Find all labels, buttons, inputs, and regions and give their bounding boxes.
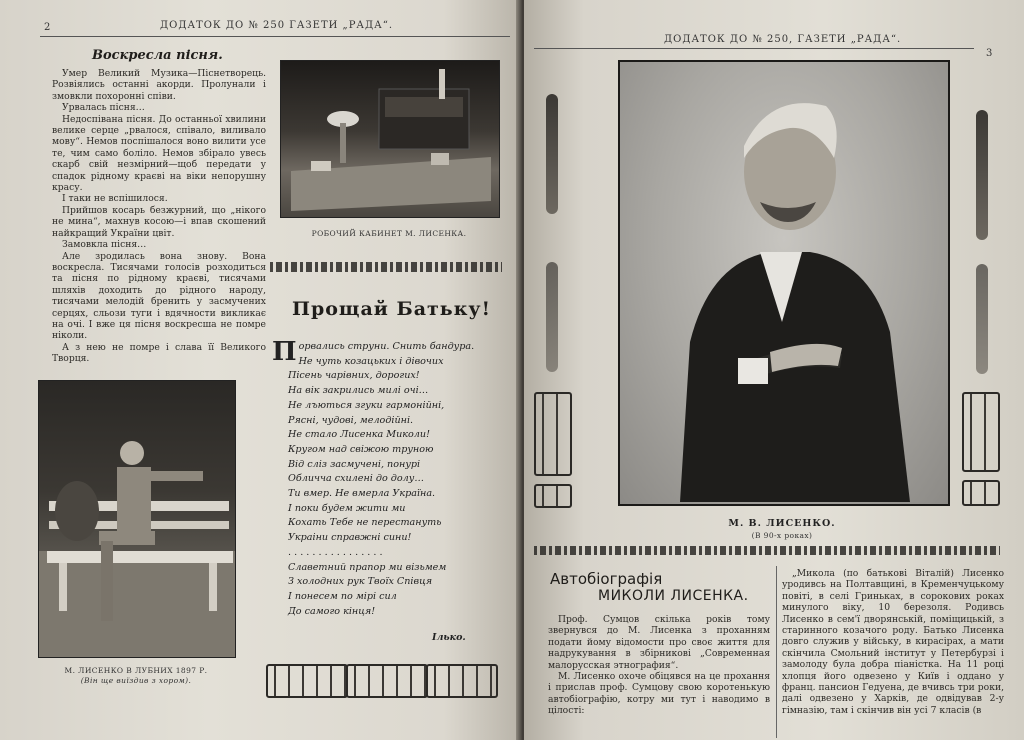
page-header-left: ДОДАТОК ДО № 250 ГАЗЕТИ „РАДА“. [160,20,394,31]
portrait-subcaption: (В 90-х роках) [751,531,813,540]
poem-line: орвались струни. Снить бандура. [298,341,475,352]
side-ornament-left-block [534,484,572,508]
poem-title: Прощай Батьку! [292,298,491,320]
page-number-right: 3 [986,48,994,59]
article-paragraph: Умер Великий Музика—Піснетворець. Розвіялись останні акорди. Пролунали і змовкли похоронні співи. [52,68,266,102]
autobio-paragraph: Проф. Сумцов скілька років тому звернувся до М. Лисенка з проханням подати йому відомости про своє життя для надрукування в збірникові „Современная малорусская этнография“. [548,614,770,671]
side-ornament-right [976,264,988,374]
poem-line: До самого кінця! [288,605,376,617]
article-body [52,68,266,365]
article-paragraph: Недоспівана пісня. До останньої хвилини велике серце „рвалося, співало, виливало мову“. Немов поспішалося воно вилити усе те, чим само боліло. Немов збірало увесь скарб свій незмірний—щоб передати у спадок рідному краєві на віки непорушну красу. [52,113,266,194]
poem-line: Обличча схилені до долу… [288,473,424,485]
portrait-drawing [620,62,948,504]
poem-line: З холодних рук Твоїх Співця [288,576,433,588]
autobio-column-1 [548,614,770,738]
article-paragraph: Замовкла пісня… [62,239,147,251]
header-rule [40,36,510,37]
bench-subcaption: (Він ще виїздив з хором). [80,676,192,685]
article-paragraph: І таки не вспішилося. [62,193,168,205]
poem-line: І поки будем жити ми [288,502,406,514]
poem-line: Ти вмер. Не вмерла Україна. [288,488,436,500]
autobio-subtitle: МИКОЛИ ЛИСЕНКА. [598,588,749,604]
poem-line: Славетний прапор ми візьмем [288,561,447,573]
header-rule [534,48,974,49]
poem-line: І понесем по мірі сил [288,590,397,602]
side-ornament-left [546,94,558,214]
autobio-paragraph: М. Лисенко охоче обіцявся на це прохання і прислав проф. Сумцову свою коротенькую автобіографію, котру ми тут і наводимо в цілості: [548,671,770,717]
ornament-band-top [270,262,502,272]
side-ornament-right [976,110,988,240]
ornament-band-right [534,546,1000,555]
poem-line: Від сліз засмучені, понурі [288,458,421,470]
side-ornament-left-block [534,392,572,476]
column-divider [776,566,777,738]
autobio-title: Автобіографія [550,570,663,588]
portrait-photo [618,60,950,506]
side-ornament-right-block [962,480,1000,506]
autobio-column-2 [782,568,1004,738]
portrait-caption: М. В. ЛИСЕНКО. [728,518,836,529]
autobio-paragraph: „Микола (по батькові Віталій) Лисенко уродивсь на Полтавщині, в Кременчуцькому повіті, в селі Гриньках, в сорокових роках минулого віку, 10 березоля. Родивсь Лисенко в сем'ї дворянській, поміщицькій, з старинного козачого роду. Батько Лисенка довго служив у війську, в кирасірах, а мати скінчила Смольний інститут у Петербурзі і замолоду була добра піаністка. На 11 році хлопця його одвезено у Київ і оддано у франц. пансион Гедуена, де вчивсь три роки, далі одвезено у Харків, де одвідував 2-у гімназію, там і скінчив він усі 7 класів (в [782,568,1004,716]
cabinet-photo [280,60,500,218]
article-paragraph: Урвалась пісня… [62,102,145,114]
poem-dropcap: П [272,337,297,367]
ornament-block [426,664,498,698]
poem-line: На вік закрились милі очі… [288,385,429,397]
page-number-left: 2 [44,22,52,33]
page-header-right: ДОДАТОК ДО № 250, ГАЗЕТИ „РАДА“. [664,34,902,45]
article-paragraph: Але зродилась вона знову. Вона воскресла. Тисячами голосів розходиться та пісня по рідному краєві, тисячами шляхів доходить до рідного народу, тисячами мелодій бренить у засмучених серцях, сльози туги і вдячности викликає на очі. І вже ця пісня воскресша не помре ніколи. [52,250,266,342]
side-ornament-right-block [962,392,1000,472]
poem-line: Не чуть козацьких і дівочих [298,355,444,367]
ornament-block [266,664,348,698]
article-paragraph: А з нею не помре і слава її Великого Творця. [52,341,266,365]
ornament-block [346,664,428,698]
side-ornament-left [546,262,558,372]
poem-line: Пісень чарівних, дорогих! [288,370,420,382]
bench-caption: М. ЛИСЕНКО В ЛУБНИХ 1897 Р. [64,666,208,675]
poem-line: Кохать Тебе не перестануть [288,517,442,529]
poem-line: Не стало Лисенка Миколи! [288,429,430,441]
poem-line: Кругом над свіжою труною [288,443,434,455]
article-paragraph: Прийшов косарь безжурний, що „нікого не мина“, махнув косою—і впав скошений найкращий України цвіт. [52,204,266,239]
right-page [524,0,1024,740]
bench-photo-drawing [39,381,235,657]
cabinet-caption: РОБОЧИЙ КАБИНЕТ М. ЛИСЕНКА. [311,229,467,238]
bench-photo [38,380,236,658]
poem-line: Рясні, чудові, мелодійні. [288,414,414,426]
poem-line: Украіни справжні сини! [288,532,412,544]
poem-line: Не лъються згуки гармонійні, [288,399,445,411]
cabinet-photo-drawing [281,61,499,217]
poem-body [272,337,502,619]
poem-separator: . . . . . . . . . . . . . . . . [288,546,383,558]
poem-signature: Ілько. [432,632,466,643]
article-title: Воскресла пісня. [92,48,223,63]
